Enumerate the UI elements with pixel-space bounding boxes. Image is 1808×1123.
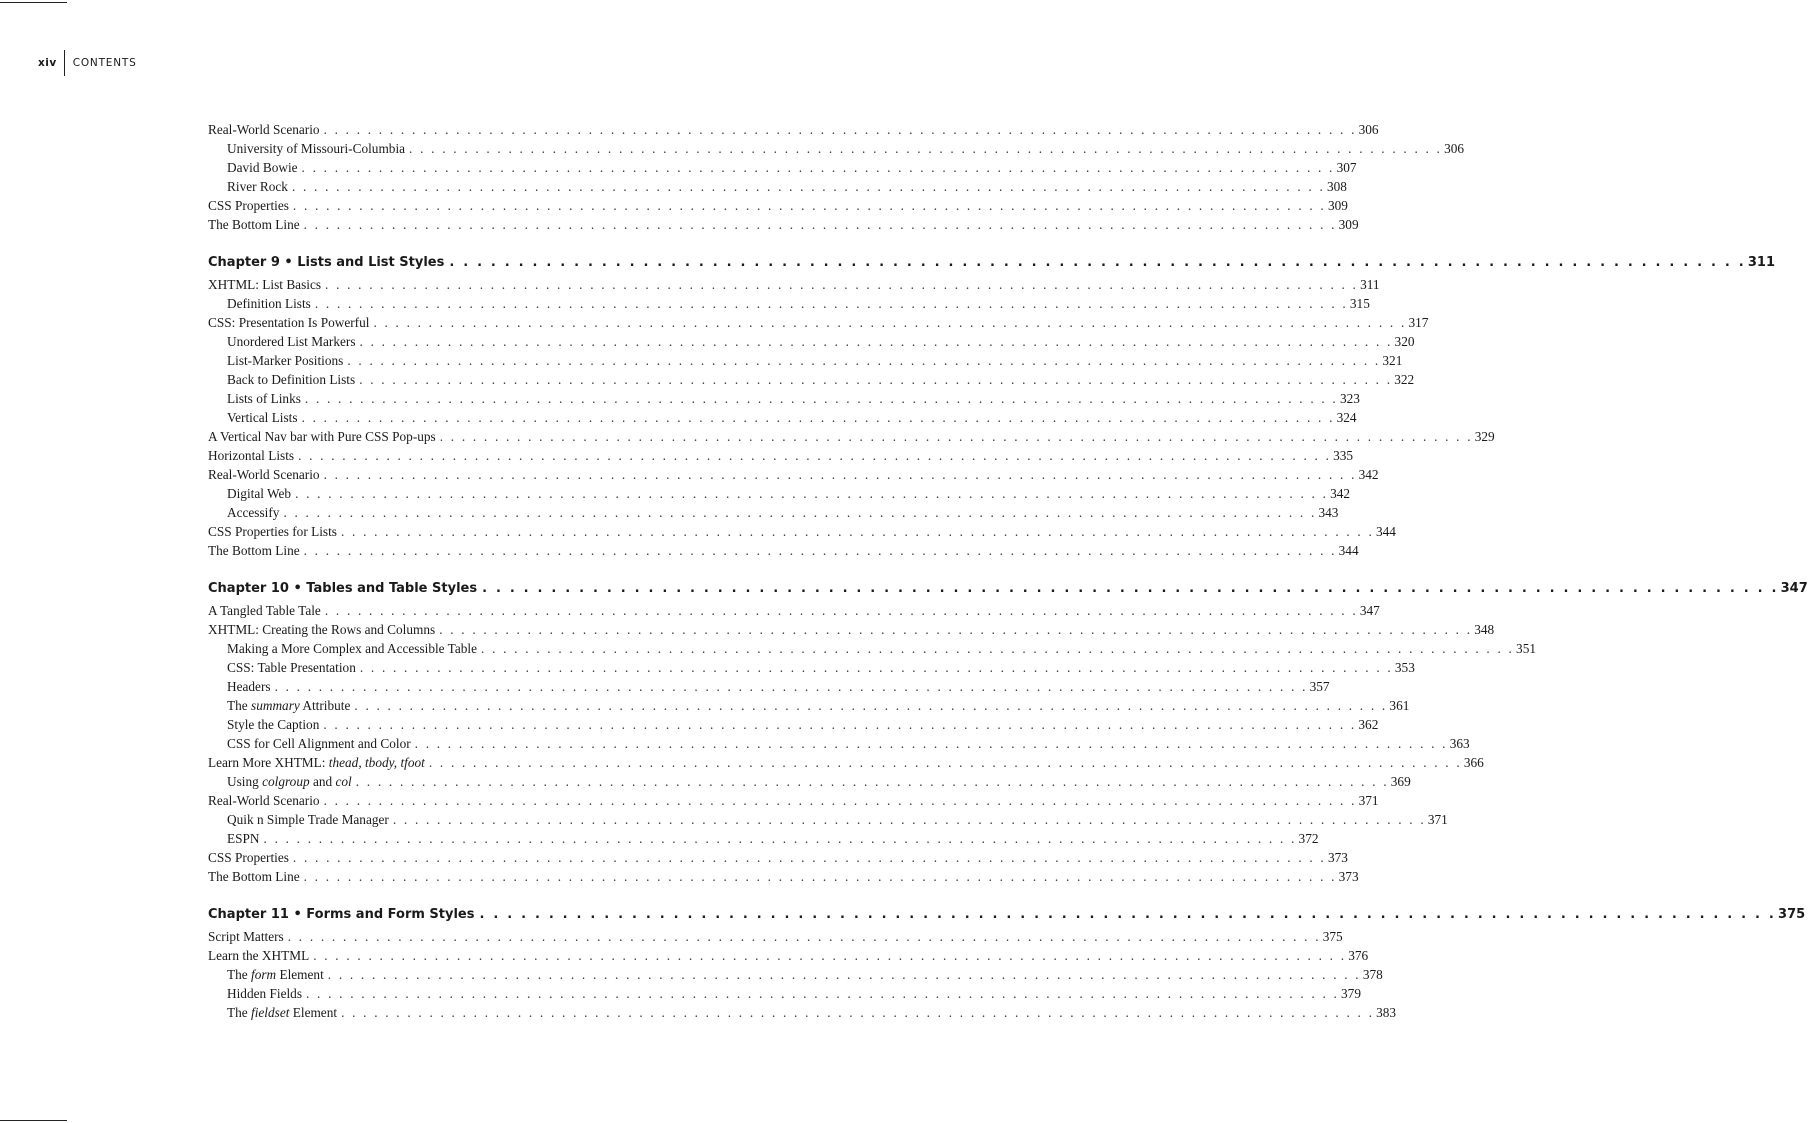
entry-title: The fieldset Element [227,1005,338,1020]
entry-page-number: 362 [1358,717,1379,732]
entry-title: University of Missouri-Columbia [227,141,406,156]
entry-title: CSS: Presentation Is Powerful [208,315,370,330]
entry-title: Unordered List Markers [227,334,356,349]
entry-page-number: 373 [1327,850,1348,865]
chapter-title: Chapter 10 • Tables and Table Styles [208,581,478,596]
leader-dots: . . . . . . . . . . . . . . . . . . . . . . . . . . . . . . . . . . . . . . . . . . . . . . . . . . . . . . . . . . . . . . . . . . . . . . . . . . . . . . . . . . . . . . . . . . . . . . [449,255,1746,270]
entry-title: David Bowie [227,160,298,175]
leader-dots: . . . . . . . . . . . . . . . . . . . . . . . . . . . . . . . . . . . . . . . . . . . . . . . . . . . . . . . . . . . . . . . . . . . . . . . . . . . . . . . . . . . . . . . . . . . . . . [301,160,1335,175]
entry-page-number: 307 [1336,160,1357,175]
entry-page-number: 371 [1427,812,1448,827]
entry-title: Back to Definition Lists [227,372,356,387]
entry-page-number: 311 [1360,277,1380,292]
leader-dots: . . . . . . . . . . . . . . . . . . . . . . . . . . . . . . . . . . . . . . . . . . . . . . . . . . . . . . . . . . . . . . . . . . . . . . . . . . . . . . . . . . . . . . . . . . . . . . [323,467,1357,482]
entry-page-number: 357 [1309,679,1330,694]
leader-dots: . . . . . . . . . . . . . . . . . . . . . . . . . . . . . . . . . . . . . . . . . . . . . . . . . . . . . . . . . . . . . . . . . . . . . . . . . . . . . . . . . . . . . . . . . . . . . . [409,141,1443,156]
entry-page-number: 309 [1338,217,1359,232]
page-header [38,50,137,76]
toc-subentry [208,158,1357,177]
entry-title: CSS for Cell Alignment and Color [227,736,411,751]
toc-subentry [208,389,1360,408]
toc-subentry [208,351,1403,370]
entry-title: Real-World Scenario [208,467,320,482]
leader-dots: . . . . . . . . . . . . . . . . . . . . . . . . . . . . . . . . . . . . . . . . . . . . . . . . . . . . . . . . . . . . . . . . . . . . . . . . . . . . . . . . . . . . . . . . . . . . . . [295,486,1329,501]
entry-title: XHTML: Creating the Rows and Columns [208,622,436,637]
entry-title: Making a More Complex and Accessible Table [227,641,478,656]
entry-page-number: 371 [1358,793,1379,808]
entry-page-number: 343 [1318,505,1339,520]
entry-page-number: 306 [1358,122,1379,137]
leader-dots: . . . . . . . . . . . . . . . . . . . . . . . . . . . . . . . . . . . . . . . . . . . . . . . . . . . . . . . . . . . . . . . . . . . . . . . . . . . . . . . . . . . . . . . . . . . . . . [359,372,1393,387]
table-of-contents [208,120,1808,1022]
entry-title: Accessify [227,505,280,520]
entry-title: CSS Properties for Lists [208,524,337,539]
toc-entry [208,465,1379,484]
entry-title: List-Marker Positions [227,353,344,368]
toc-subentry [208,177,1347,196]
entry-title: Using colgroup and col [227,774,352,789]
leader-dots: . . . . . . . . . . . . . . . . . . . . . . . . . . . . . . . . . . . . . . . . . . . . . . . . . . . . . . . . . . . . . . . . . . . . . . . . . . . . . . . . . . . . . . . . . . . . . . [303,869,1337,884]
toc-subentry [208,484,1351,503]
leader-dots: . . . . . . . . . . . . . . . . . . . . . . . . . . . . . . . . . . . . . . . . . . . . . . . . . . . . . . . . . . . . . . . . . . . . . . . . . . . . . . . . . . . . . . . . . . . . . . [439,429,1473,444]
toc-entry [208,196,1348,215]
leader-dots: . . . . . . . . . . . . . . . . . . . . . . . . . . . . . . . . . . . . . . . . . . . . . . . . . . . . . . . . . . . . . . . . . . . . . . . . . . . . . . . . . . . . . . . . . . . . . . [479,907,1777,922]
toc-entry [208,541,1359,560]
leader-dots: . . . . . . . . . . . . . . . . . . . . . . . . . . . . . . . . . . . . . . . . . . . . . . . . . . . . . . . . . . . . . . . . . . . . . . . . . . . . . . . . . . . . . . . . . . . . . . [274,679,1308,694]
toc-entry [208,927,1343,946]
crop-mark-bottom-left [0,1120,67,1121]
toc-entry [208,427,1495,446]
entry-title: River Rock [227,179,288,194]
entry-title: A Tangled Table Tale [208,603,321,618]
entry-page-number: 342 [1358,467,1379,482]
entry-page-number: 315 [1349,296,1370,311]
toc-entry [208,215,1359,234]
page-number: xiv [38,57,57,69]
leader-dots: . . . . . . . . . . . . . . . . . . . . . . . . . . . . . . . . . . . . . . . . . . . . . . . . . . . . . . . . . . . . . . . . . . . . . . . . . . . . . . . . . . . . . . . . . . . . . . [303,217,1337,232]
entry-page-number: 344 [1376,524,1396,539]
entry-title: The Bottom Line [208,217,300,232]
chapter-page-number: 311 [1747,255,1776,270]
leader-dots: . . . . . . . . . . . . . . . . . . . . . . . . . . . . . . . . . . . . . . . . . . . . . . . . . . . . . . . . . . . . . . . . . . . . . . . . . . . . . . . . . . . . . . . . . . . . . . [323,717,1357,732]
entry-title: Learn More XHTML: thead, tbody, tfoot [208,755,425,770]
entry-page-number: 308 [1326,179,1347,194]
toc-entry [208,791,1379,810]
toc-entry [208,275,1380,294]
entry-title: ESPN [227,831,260,846]
chapter-heading [208,905,1806,925]
entry-title: Hidden Fields [227,986,302,1001]
entry-title: Quik n Simple Trade Manager [227,812,389,827]
leader-dots: . . . . . . . . . . . . . . . . . . . . . . . . . . . . . . . . . . . . . . . . . . . . . . . . . . . . . . . . . . . . . . . . . . . . . . . . . . . . . . . . . . . . . . . . . . . . . . [291,179,1325,194]
entry-title: XHTML: List Basics [208,277,322,292]
leader-dots: . . . . . . . . . . . . . . . . . . . . . . . . . . . . . . . . . . . . . . . . . . . . . . . . . . . . . . . . . . . . . . . . . . . . . . . . . . . . . . . . . . . . . . . . . . . . . . [340,524,1374,539]
entry-title: The form Element [227,967,324,982]
leader-dots: . . . . . . . . . . . . . . . . . . . . . . . . . . . . . . . . . . . . . . . . . . . . . . . . . . . . . . . . . . . . . . . . . . . . . . . . . . . . . . . . . . . . . . . . . . . . . . [301,410,1335,425]
toc-entry [208,848,1348,867]
leader-dots: . . . . . . . . . . . . . . . . . . . . . . . . . . . . . . . . . . . . . . . . . . . . . . . . . . . . . . . . . . . . . . . . . . . . . . . . . . . . . . . . . . . . . . . . . . . . . . [354,698,1388,713]
leader-dots: . . . . . . . . . . . . . . . . . . . . . . . . . . . . . . . . . . . . . . . . . . . . . . . . . . . . . . . . . . . . . . . . . . . . . . . . . . . . . . . . . . . . . . . . . . . . . . [303,543,1337,558]
leader-dots: . . . . . . . . . . . . . . . . . . . . . . . . . . . . . . . . . . . . . . . . . . . . . . . . . . . . . . . . . . . . . . . . . . . . . . . . . . . . . . . . . . . . . . . . . . . . . . [482,581,1779,596]
leader-dots: . . . . . . . . . . . . . . . . . . . . . . . . . . . . . . . . . . . . . . . . . . . . . . . . . . . . . . . . . . . . . . . . . . . . . . . . . . . . . . . . . . . . . . . . . . . . . . [359,660,1393,675]
toc-entry [208,601,1380,620]
leader-dots: . . . . . . . . . . . . . . . . . . . . . . . . . . . . . . . . . . . . . . . . . . . . . . . . . . . . . . . . . . . . . . . . . . . . . . . . . . . . . . . . . . . . . . . . . . . . . . [298,448,1332,463]
chapter-page-number: 347 [1780,581,1808,596]
entry-title: CSS Properties [208,850,289,865]
leader-dots: . . . . . . . . . . . . . . . . . . . . . . . . . . . . . . . . . . . . . . . . . . . . . . . . . . . . . . . . . . . . . . . . . . . . . . . . . . . . . . . . . . . . . . . . . . . . . . [263,831,1297,846]
entry-page-number: 324 [1336,410,1357,425]
leader-dots: . . . . . . . . . . . . . . . . . . . . . . . . . . . . . . . . . . . . . . . . . . . . . . . . . . . . . . . . . . . . . . . . . . . . . . . . . . . . . . . . . . . . . . . . . . . . . . [439,622,1473,637]
entry-title: Real-World Scenario [208,793,320,808]
entry-page-number: 373 [1338,869,1359,884]
entry-page-number: 383 [1376,1005,1397,1020]
entry-page-number: 378 [1362,967,1383,982]
entry-title: Vertical Lists [227,410,298,425]
entry-title: Horizontal Lists [208,448,295,463]
entry-page-number: 375 [1322,929,1343,944]
toc-subentry [208,370,1415,389]
entry-page-number: 309 [1327,198,1348,213]
chapter-heading [208,579,1808,599]
leader-dots: . . . . . . . . . . . . . . . . . . . . . . . . . . . . . . . . . . . . . . . . . . . . . . . . . . . . . . . . . . . . . . . . . . . . . . . . . . . . . . . . . . . . . . . . . . . . . . [323,793,1357,808]
toc-entry [208,620,1495,639]
entry-title: Headers [227,679,271,694]
leader-dots: . . . . . . . . . . . . . . . . . . . . . . . . . . . . . . . . . . . . . . . . . . . . . . . . . . . . . . . . . . . . . . . . . . . . . . . . . . . . . . . . . . . . . . . . . . . . . . [283,505,1317,520]
entry-page-number: 379 [1341,986,1361,1001]
chapter-heading [208,253,1776,273]
toc-subentry [208,696,1410,715]
entry-title: Lists of Links [227,391,301,406]
leader-dots: . . . . . . . . . . . . . . . . . . . . . . . . . . . . . . . . . . . . . . . . . . . . . . . . . . . . . . . . . . . . . . . . . . . . . . . . . . . . . . . . . . . . . . . . . . . . . . [287,929,1321,944]
entry-page-number: 321 [1382,353,1403,368]
leader-dots: . . . . . . . . . . . . . . . . . . . . . . . . . . . . . . . . . . . . . . . . . . . . . . . . . . . . . . . . . . . . . . . . . . . . . . . . . . . . . . . . . . . . . . . . . . . . . . [347,353,1381,368]
entry-title: Digital Web [227,486,292,501]
leader-dots: . . . . . . . . . . . . . . . . . . . . . . . . . . . . . . . . . . . . . . . . . . . . . . . . . . . . . . . . . . . . . . . . . . . . . . . . . . . . . . . . . . . . . . . . . . . . . . [341,1005,1375,1020]
toc-subentry [208,139,1465,158]
entry-page-number: 323 [1339,391,1360,406]
toc-subentry [208,332,1415,351]
chapter-title: Chapter 11 • Forms and Form Styles [208,907,475,922]
leader-dots: . . . . . . . . . . . . . . . . . . . . . . . . . . . . . . . . . . . . . . . . . . . . . . . . . . . . . . . . . . . . . . . . . . . . . . . . . . . . . . . . . . . . . . . . . . . . . . [428,755,1462,770]
leader-dots: . . . . . . . . . . . . . . . . . . . . . . . . . . . . . . . . . . . . . . . . . . . . . . . . . . . . . . . . . . . . . . . . . . . . . . . . . . . . . . . . . . . . . . . . . . . . . . [292,198,1326,213]
toc-subentry [208,715,1379,734]
crop-mark-top-left [0,2,67,3]
header-divider [64,50,65,76]
entry-title: Learn the XHTML [208,948,310,963]
leader-dots: . . . . . . . . . . . . . . . . . . . . . . . . . . . . . . . . . . . . . . . . . . . . . . . . . . . . . . . . . . . . . . . . . . . . . . . . . . . . . . . . . . . . . . . . . . . . . . [373,315,1407,330]
toc-entry [208,867,1359,886]
toc-entry [208,446,1354,465]
entry-page-number: 329 [1474,429,1495,444]
entry-page-number: 372 [1298,831,1319,846]
entry-title: CSS: Table Presentation [227,660,356,675]
entry-page-number: 306 [1444,141,1465,156]
leader-dots: . . . . . . . . . . . . . . . . . . . . . . . . . . . . . . . . . . . . . . . . . . . . . . . . . . . . . . . . . . . . . . . . . . . . . . . . . . . . . . . . . . . . . . . . . . . . . . [355,774,1389,789]
entry-page-number: 363 [1449,736,1470,751]
toc-subentry [208,965,1383,984]
entry-page-number: 376 [1348,948,1369,963]
chapter-title: Chapter 9 • Lists and List Styles [208,255,445,270]
leader-dots: . . . . . . . . . . . . . . . . . . . . . . . . . . . . . . . . . . . . . . . . . . . . . . . . . . . . . . . . . . . . . . . . . . . . . . . . . . . . . . . . . . . . . . . . . . . . . . [325,277,1359,292]
leader-dots: . . . . . . . . . . . . . . . . . . . . . . . . . . . . . . . . . . . . . . . . . . . . . . . . . . . . . . . . . . . . . . . . . . . . . . . . . . . . . . . . . . . . . . . . . . . . . . [292,850,1326,865]
running-head: CONTENTS [72,57,137,69]
entry-page-number: 369 [1390,774,1411,789]
entry-page-number: 361 [1389,698,1410,713]
toc-subentry [208,734,1470,753]
entry-page-number: 348 [1474,622,1495,637]
entry-page-number: 344 [1338,543,1359,558]
leader-dots: . . . . . . . . . . . . . . . . . . . . . . . . . . . . . . . . . . . . . . . . . . . . . . . . . . . . . . . . . . . . . . . . . . . . . . . . . . . . . . . . . . . . . . . . . . . . . . [304,391,1338,406]
leader-dots: . . . . . . . . . . . . . . . . . . . . . . . . . . . . . . . . . . . . . . . . . . . . . . . . . . . . . . . . . . . . . . . . . . . . . . . . . . . . . . . . . . . . . . . . . . . . . . [314,296,1348,311]
toc-subentry [208,658,1415,677]
toc-entry [208,120,1379,139]
toc-subentry [208,503,1339,522]
leader-dots: . . . . . . . . . . . . . . . . . . . . . . . . . . . . . . . . . . . . . . . . . . . . . . . . . . . . . . . . . . . . . . . . . . . . . . . . . . . . . . . . . . . . . . . . . . . . . . [306,986,1340,1001]
entry-title: The Bottom Line [208,869,300,884]
entry-page-number: 342 [1330,486,1351,501]
entry-title: The Bottom Line [208,543,300,558]
entry-title: Real-World Scenario [208,122,320,137]
entry-page-number: 351 [1516,641,1536,656]
chapter-page-number: 375 [1778,907,1806,922]
entry-title: Definition Lists [227,296,311,311]
entry-page-number: 353 [1394,660,1415,675]
toc-subentry [208,408,1357,427]
entry-page-number: 347 [1359,603,1380,618]
leader-dots: . . . . . . . . . . . . . . . . . . . . . . . . . . . . . . . . . . . . . . . . . . . . . . . . . . . . . . . . . . . . . . . . . . . . . . . . . . . . . . . . . . . . . . . . . . . . . . [324,603,1358,618]
entry-page-number: 317 [1408,315,1429,330]
toc-subentry [208,810,1448,829]
leader-dots: . . . . . . . . . . . . . . . . . . . . . . . . . . . . . . . . . . . . . . . . . . . . . . . . . . . . . . . . . . . . . . . . . . . . . . . . . . . . . . . . . . . . . . . . . . . . . . [327,967,1361,982]
entry-title: Script Matters [208,929,284,944]
toc-entry [208,946,1369,965]
entry-page-number: 366 [1463,755,1484,770]
leader-dots: . . . . . . . . . . . . . . . . . . . . . . . . . . . . . . . . . . . . . . . . . . . . . . . . . . . . . . . . . . . . . . . . . . . . . . . . . . . . . . . . . . . . . . . . . . . . . . [392,812,1426,827]
toc-subentry [208,1003,1397,1022]
toc-entry [208,522,1396,541]
entry-page-number: 322 [1394,372,1415,387]
toc-entry [208,313,1429,332]
toc-subentry [208,829,1319,848]
entry-title: Style the Caption [227,717,320,732]
leader-dots: . . . . . . . . . . . . . . . . . . . . . . . . . . . . . . . . . . . . . . . . . . . . . . . . . . . . . . . . . . . . . . . . . . . . . . . . . . . . . . . . . . . . . . . . . . . . . . [359,334,1393,349]
entry-page-number: 335 [1333,448,1354,463]
entry-title: The summary Attribute [227,698,351,713]
entry-page-number: 320 [1394,334,1415,349]
toc-subentry [208,639,1536,658]
entry-title: CSS Properties [208,198,289,213]
leader-dots: . . . . . . . . . . . . . . . . . . . . . . . . . . . . . . . . . . . . . . . . . . . . . . . . . . . . . . . . . . . . . . . . . . . . . . . . . . . . . . . . . . . . . . . . . . . . . . [313,948,1347,963]
toc-subentry [208,772,1411,791]
leader-dots: . . . . . . . . . . . . . . . . . . . . . . . . . . . . . . . . . . . . . . . . . . . . . . . . . . . . . . . . . . . . . . . . . . . . . . . . . . . . . . . . . . . . . . . . . . . . . . [414,736,1448,751]
toc-subentry [208,677,1330,696]
leader-dots: . . . . . . . . . . . . . . . . . . . . . . . . . . . . . . . . . . . . . . . . . . . . . . . . . . . . . . . . . . . . . . . . . . . . . . . . . . . . . . . . . . . . . . . . . . . . . . [481,641,1515,656]
entry-title: A Vertical Nav bar with Pure CSS Pop-ups [208,429,436,444]
toc-entry [208,753,1484,772]
leader-dots: . . . . . . . . . . . . . . . . . . . . . . . . . . . . . . . . . . . . . . . . . . . . . . . . . . . . . . . . . . . . . . . . . . . . . . . . . . . . . . . . . . . . . . . . . . . . . . [323,122,1357,137]
toc-subentry [208,984,1361,1003]
toc-subentry [208,294,1370,313]
